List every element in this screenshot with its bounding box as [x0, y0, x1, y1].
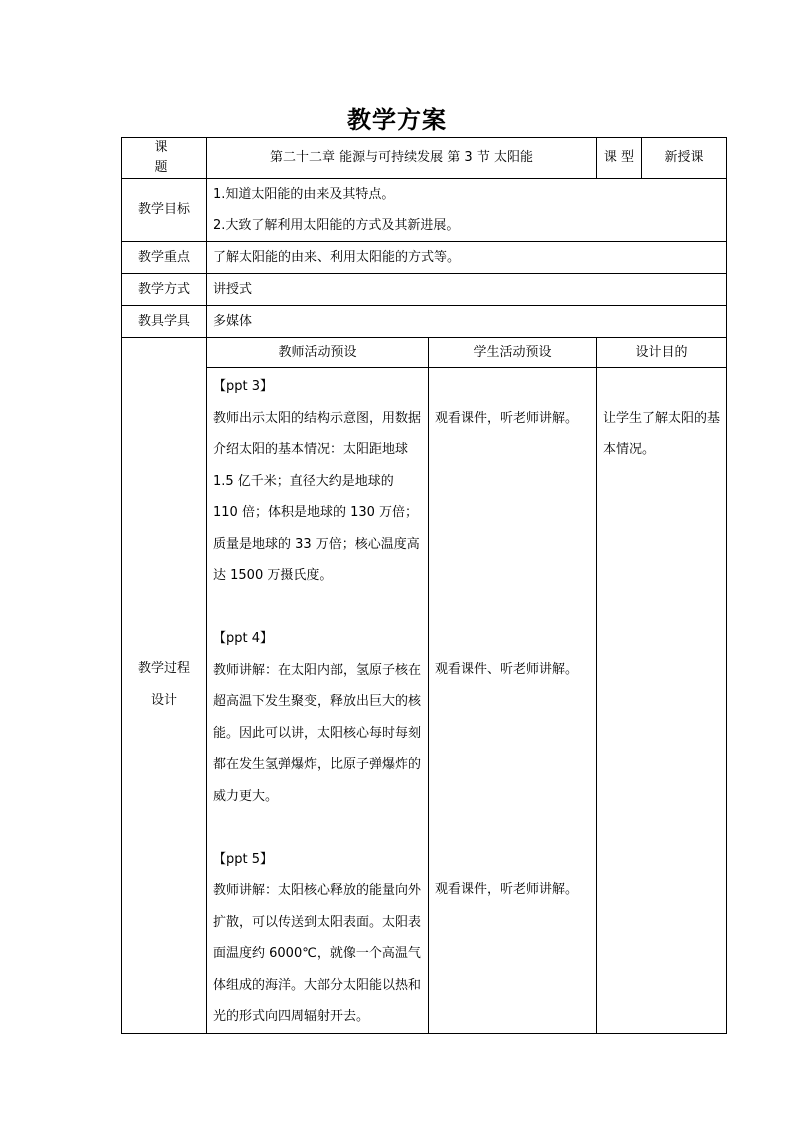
- row-key-points: [122, 242, 727, 274]
- tools-label: 教具学具: [122, 306, 207, 338]
- header-teacher: 教师活动预设: [207, 338, 429, 368]
- design-purposes: [597, 368, 727, 1034]
- lesson-plan-table: [121, 137, 727, 1034]
- teacher-activities: [207, 368, 429, 1034]
- process-label: [122, 338, 207, 1034]
- objectives-list: [207, 179, 727, 242]
- method-label: 教学方式: [122, 274, 207, 306]
- process-label-line2: 设计: [150, 693, 177, 709]
- row-process-headers: [122, 338, 727, 368]
- slide-tag: 【ppt 5】: [213, 851, 274, 867]
- teacher-activity: 教师讲解：太阳核心释放的能量向外扩散，可以传送到太阳表面。太阳表面温度约 6000℃，就像一个高温气体组成的海洋。大部分太阳能以热和光的形式向四周辐射开去。: [213, 883, 422, 1024]
- tools-value: 多媒体: [207, 306, 727, 338]
- document-title: 教学方案: [347, 105, 447, 134]
- topic-value: 第二十二章 能源与可持续发展 第 3 节 太阳能: [207, 138, 597, 179]
- slide-tag: 【ppt 4】: [213, 631, 274, 646]
- process-label-line1: 教学过程: [137, 661, 190, 677]
- student-activity: 观看课件，听老师讲解。: [435, 410, 579, 426]
- student-activities: [429, 368, 597, 1034]
- design-purpose: 让学生了解太阳的基本情况。: [603, 410, 721, 457]
- row-topic: [122, 138, 727, 179]
- header-purpose: 设计目的: [597, 338, 727, 368]
- student-activity: 观看课件、听老师讲解。: [435, 662, 579, 677]
- key-points-label: 教学重点: [122, 242, 207, 274]
- teacher-activity: 教师出示太阳的结构示意图，用数据介绍太阳的基本情况：太阳距地球 1.5 亿千米；直径大约是地球的 110 倍；体积是地球的 130 万倍；质量是地球的 33 万倍；核心温度高达 1500 万摄氏度。: [213, 410, 422, 583]
- type-label: 课 型: [597, 138, 642, 179]
- key-points-value: 了解太阳能的由来、利用太阳能的方式等。: [207, 242, 727, 274]
- row-method: [122, 274, 727, 306]
- objectives-label: 教学目标: [122, 179, 207, 242]
- slide-tag: 【ppt 3】: [213, 379, 274, 394]
- method-value: 讲授式: [207, 274, 727, 306]
- teacher-activity: 教师讲解：在太阳内部，氢原子核在超高温下发生聚变，释放出巨大的核能。因此可以讲，太阳核心每时每刻都在发生氢弹爆炸，比原子弹爆炸的威力更大。: [213, 662, 422, 804]
- row-process-content: [122, 368, 727, 1034]
- header-student: 学生活动预设: [429, 338, 597, 368]
- row-objectives: [122, 179, 727, 242]
- objective-item: 1.知道太阳能的由来及其特点。: [213, 187, 395, 202]
- objective-item: 2.大致了解利用太阳能的方式及其新进展。: [213, 218, 460, 233]
- type-value: 新授课: [642, 138, 727, 179]
- student-activity: 观看课件，听老师讲解。: [435, 881, 579, 897]
- topic-label: 课 题: [122, 138, 207, 179]
- row-tools: [122, 306, 727, 338]
